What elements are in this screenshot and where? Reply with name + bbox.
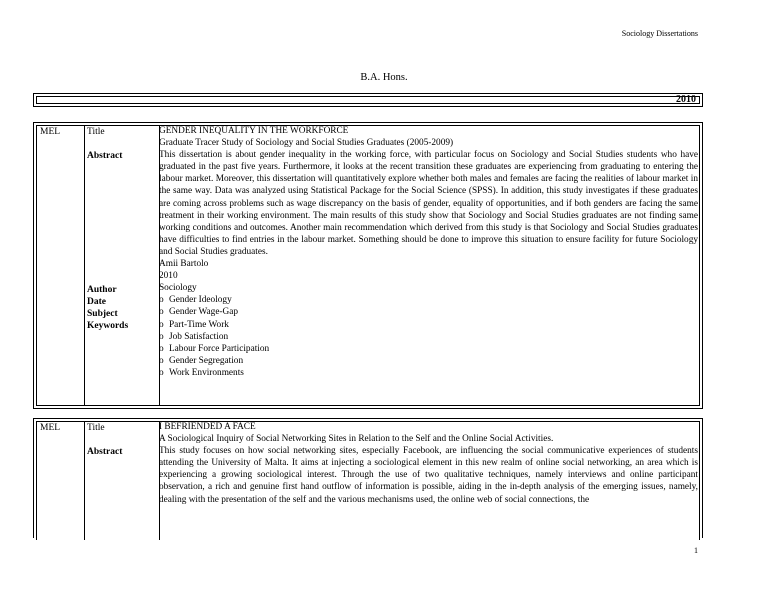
keyword-item: o Gender Ideology xyxy=(159,294,698,306)
author-value: Amii Bartolo xyxy=(159,259,209,270)
keyword-item: o Gender Segregation xyxy=(159,355,698,367)
abstract-label: Abstract xyxy=(87,447,123,457)
code-column xyxy=(37,126,85,405)
running-header: Sociology Dissertations xyxy=(621,29,698,38)
abstract-text: This dissertation is about gender inequality in the working force, with particular focus on Sociology and Social Studies students who have graduated in the past five years. Furthermore, it looks at the recent transition these graduates are experiencing from graduating to entering the labour market. Moreover, this dissertation will quantitatively explore whether both males and females are facing the realities of labour market in the same way. Data was analyzed using Statistical Package for the Social Science (SPSS). In addition, this study investigates if these graduates are coming across problems such as wage discrepancy on the basis of gender, equality of opportunities, and if both genders are facing the same treatment in their working environment. The main results of this study show that Sociology and Social Studies graduates are not finding same working conditions and outcomes. Another main recommendation which derived from this study is that Sociology and Social Studies graduates have difficulties to find entries in the labour market. Something should be done to improve this situation to ensure facility for future Sociology and Social Studies graduates. xyxy=(159,150,698,257)
code-column xyxy=(37,422,85,540)
title-subtitle: A Sociological Inquiry of Social Networking Sites in Relation to the Self and the Online Social Activities. xyxy=(159,434,554,445)
year-banner xyxy=(33,93,703,107)
record-code: MEL xyxy=(40,127,61,137)
title-main: GENDER INEQUALITY IN THE WORKFORCE xyxy=(159,126,349,136)
record-content xyxy=(159,421,698,506)
date-label: Date xyxy=(87,297,106,307)
dissertation-record-1 xyxy=(33,122,703,409)
title-main: I BEFRIENDED A FACE xyxy=(159,422,256,432)
keyword-item: o Labour Force Participation xyxy=(159,343,698,355)
author-label: Author xyxy=(87,285,117,295)
subject-label: Subject xyxy=(87,309,118,319)
keyword-item: o Job Satisfaction xyxy=(159,331,698,343)
label-column xyxy=(84,126,160,405)
keyword-item: o Gender Wage-Gap xyxy=(159,306,698,318)
year-label: 2010 xyxy=(676,94,696,105)
keyword-item: o Work Environments xyxy=(159,367,698,379)
title-label: Title xyxy=(87,127,105,137)
date-value: 2010 xyxy=(159,271,178,282)
abstract-label: Abstract xyxy=(87,151,123,161)
record-content xyxy=(159,125,698,379)
document-heading: B.A. Hons. xyxy=(360,72,408,83)
abstract-text: This study focuses on how social networking sites, especially Facebook, are influencing the social communicative experiences of students attending the University of Malta. It aims at injecting a sociological element in this new realm of online social networking, an area which is experiencing a growing sociological interest. Through the use of two qualitative techniques, namely interviews and online participant observation, a rich and genuine first hand outflow of information is possible, aiding in the in-depth analysis of the emerging issues, namely, dealing with the presentation of the self and the various mechanisms used, the online web of social connections, the xyxy=(159,446,698,505)
label-column xyxy=(84,422,160,540)
title-subtitle: Graduate Tracer Study of Sociology and Social Studies Graduates (2005-2009) xyxy=(159,138,454,149)
page-number: 1 xyxy=(694,546,698,555)
keywords-label: Keywords xyxy=(87,321,129,331)
record-code: MEL xyxy=(40,423,61,433)
title-label: Title xyxy=(87,423,105,433)
keyword-item: o Part-Time Work xyxy=(159,319,698,331)
dissertation-record-2 xyxy=(33,418,703,538)
keywords-list xyxy=(159,294,698,379)
subject-value: Sociology xyxy=(159,283,197,294)
year-banner-inner-border xyxy=(36,96,700,104)
